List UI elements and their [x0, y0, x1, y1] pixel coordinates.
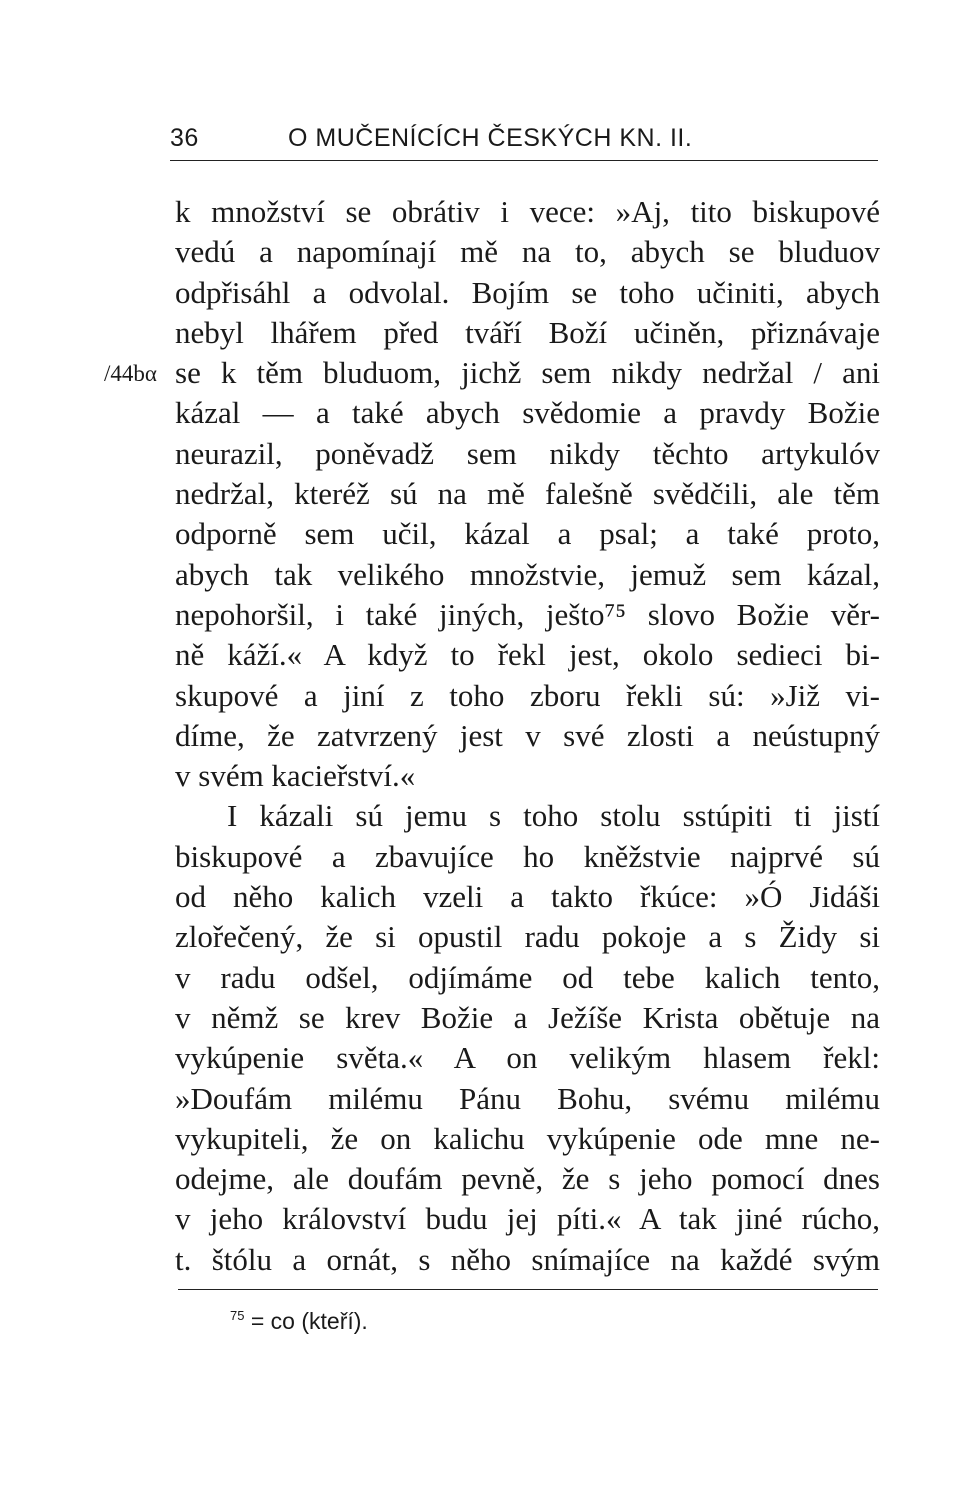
text-line: »Doufám milému Pánu Bohu, svému milému [175, 1080, 880, 1116]
text-line: v svém kacieřství.« [175, 758, 416, 794]
text-line: díme, že zatvrzený jest v své zlosti a neústupný [175, 717, 880, 753]
text-line: od něho kalich vzeli a takto řkúce: »Ó Jidáši [175, 879, 880, 915]
text-line: t. štólu a ornát, s něho snímajíce na každé svým [175, 1241, 880, 1277]
footnote [230, 1308, 368, 1335]
margin-folio-note: /44bα [104, 361, 157, 386]
footnote-marker: 75 [230, 1308, 245, 1323]
text-line: v němž se krev Božie a Ježíše Krista obětuje na [175, 999, 880, 1035]
running-header [170, 122, 878, 161]
text-line: abych tak velikého množstvie, jemuž sem kázal, [175, 556, 880, 592]
text-line: v jeho království budu jej píti.« A tak jiné rúcho, [175, 1201, 880, 1237]
text-line: biskupové a zbavujíce ho kněžstvie najprvé sú [175, 838, 880, 874]
text-line: skupové a jiní z toho zboru řekli sú: »Již vi- [175, 677, 880, 713]
text-line: v radu odšel, odjímáme od tebe kalich tento, [175, 959, 880, 995]
footnote-text: = co (kteří). [250, 1308, 368, 1334]
running-title: O MUČENÍCÍCH ČESKÝCH KN. II. [288, 124, 693, 152]
text-line: zlořečený, že si opustil radu pokoje a s Židy si [175, 919, 880, 955]
text-line: vykúpenie světa.« A on velikým hlasem řekl: [175, 1040, 880, 1076]
text-line: kázal — a také abych svědomie a pravdy Božie [175, 395, 880, 431]
body-text [175, 192, 880, 1280]
text-line: nebyl lhářem před tváří Boží učiněn, přiznávaje [175, 314, 880, 350]
text-line: odejme, ale doufám pevně, že s jeho pomocí dnes [175, 1161, 880, 1197]
text-line: vykupiteli, že on kalichu vykúpenie ode mne ne- [175, 1120, 880, 1156]
text-line: neurazil, poněvadž sem nikdy těchto artykulóv [175, 435, 880, 471]
text-line: nepohoršil, i také jiných, ješto⁷⁵ slovo Božie věr- [175, 596, 880, 632]
text-line: k množství se obrátiv i vece: »Aj, tito biskupové [175, 194, 880, 229]
text-line: vedú a napomínají mě na to, abych se bluduov [175, 234, 880, 270]
text-line: odpřisáhl a odvolal. Bojím se toho učiniti, abych [175, 274, 880, 310]
text-line: nedržal, kteréž sú na mě falešně svědčili, ale těm [175, 476, 880, 512]
text-line: odporně sem učil, kázal a psal; a také proto, [175, 516, 880, 552]
footnote-divider [178, 1289, 878, 1290]
text-line: ně káží.« A když to řekl jest, okolo sedieci bi- [175, 637, 880, 673]
text-line: se k těm bluduom, jichž sem nikdy nedržal / ani [175, 355, 880, 391]
page-number: 36 [170, 124, 199, 152]
text-line: I kázali sú jemu s toho stolu sstúpiti ti jistí [227, 798, 880, 834]
